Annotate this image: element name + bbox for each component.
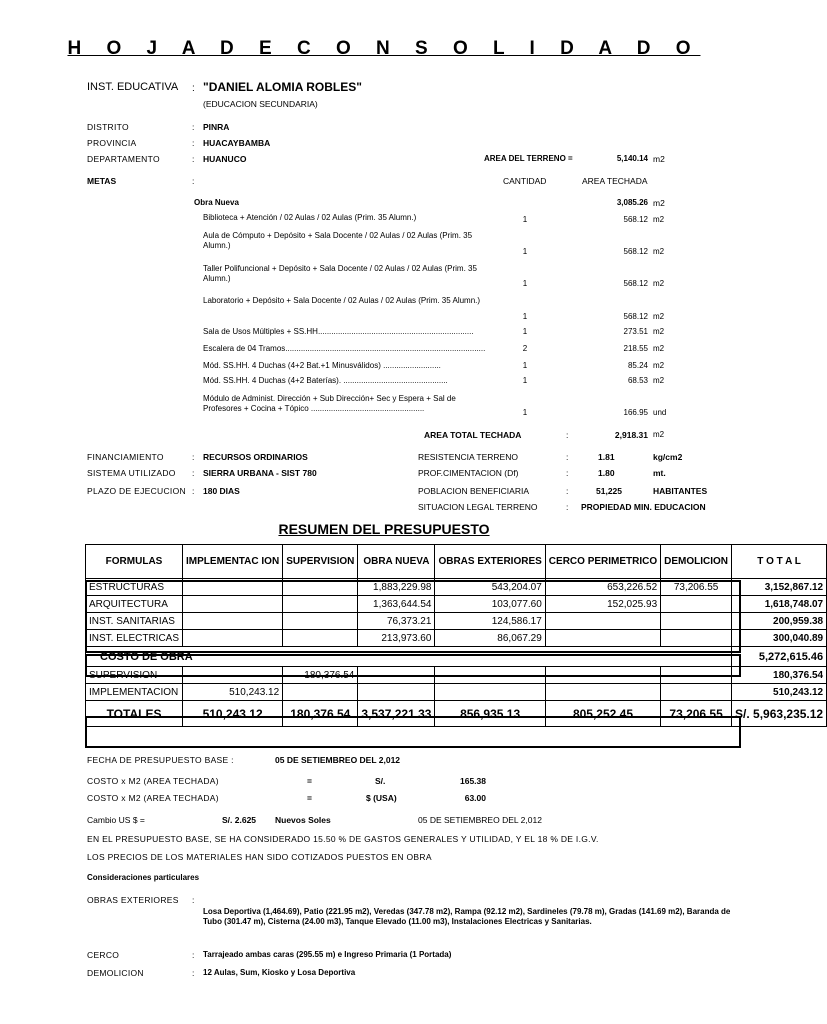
cell xyxy=(183,596,283,613)
cell xyxy=(283,613,358,630)
sep: : xyxy=(566,502,569,512)
header-supervision: SUPERVISION xyxy=(283,545,358,579)
header-formulas: FORMULAS xyxy=(86,545,183,579)
distrito-value: PINRA xyxy=(203,122,230,132)
resistencia-label: RESISTENCIA TERRENO xyxy=(418,452,518,462)
meta-item-qty: 1 xyxy=(522,279,528,288)
note-gastos: EN EL PRESUPUESTO BASE, SE HA CONSIDERADO 15.50 % DE GASTOS GENERALES Y UTILIDAD, Y EL 18 % DE I.G.V. xyxy=(87,834,599,844)
cell xyxy=(283,596,358,613)
cell xyxy=(183,667,283,684)
sep: : xyxy=(192,895,195,905)
cell xyxy=(435,667,545,684)
meta-item-unit: m2 xyxy=(653,344,665,353)
prof-cimentacion-value: 1.80 xyxy=(598,468,615,478)
meta-item-desc: Aula de Cómputo + Depósito + Sala Docente / 02 Aulas / 02 Aulas (Prim. 35 Alumn.) xyxy=(203,231,473,250)
meta-item-qty: 2 xyxy=(522,344,528,353)
sep: : xyxy=(192,950,195,960)
header-demolicion: DEMOLICION xyxy=(661,545,732,579)
poblacion-unit: HABITANTES xyxy=(653,486,708,496)
header-cerco-perimetrico: CERCO PERIMETRICO xyxy=(545,545,660,579)
meta-item-qty: 1 xyxy=(522,408,528,417)
resumen-title: RESUMEN DEL PRESUPUESTO xyxy=(278,521,490,537)
cerco-label: CERCO xyxy=(87,950,120,960)
row-label: ARQUITECTURA xyxy=(86,596,183,613)
row-total: 510,243.12 xyxy=(732,684,827,701)
area-total-sep: : xyxy=(566,430,569,440)
costo-m2-value: 63.00 xyxy=(464,793,486,803)
meta-item-unit: m2 xyxy=(653,279,665,288)
costo-m2-eq: = xyxy=(307,776,312,786)
costo-m2-currency: $ (USA) xyxy=(366,793,397,803)
meta-item-qty: 1 xyxy=(522,312,528,321)
page-title: H O J A D E C O N S O L I D A D O xyxy=(67,38,701,59)
cell xyxy=(545,667,660,684)
total-implementacion: 510,243.12 xyxy=(183,701,283,727)
meta-item-area: 85.24 xyxy=(627,361,648,370)
cambio-unit: Nuevos Soles xyxy=(275,815,331,825)
cell xyxy=(661,667,732,684)
meta-item-unit: m2 xyxy=(653,312,665,321)
header-obra-nueva: OBRA NUEVA xyxy=(358,545,435,579)
row-total: 3,152,867.12 xyxy=(732,579,827,596)
area-terreno-value: 5,140.14 xyxy=(616,154,648,163)
cell: 103,077.60 xyxy=(435,596,545,613)
table-row xyxy=(86,613,827,630)
row-total: 1,618,748.07 xyxy=(732,596,827,613)
total-demolicion: 73,206.55 xyxy=(661,701,732,727)
row-label: IMPLEMENTACION xyxy=(86,684,183,701)
costo-obra-value: 5,272,615.46 xyxy=(732,647,827,667)
meta-item-area: 568.12 xyxy=(623,247,648,256)
cell xyxy=(435,684,545,701)
obra-nueva-unit: m2 xyxy=(653,198,665,208)
cerco-value: Tarrajeado ambas caras (295.55 m) e Ingreso Primaria (1 Portada) xyxy=(203,950,452,959)
costo-obra-row xyxy=(86,647,827,667)
cell: 510,243.12 xyxy=(183,684,283,701)
plazo-value: 180 DIAS xyxy=(203,486,240,496)
meta-item-desc: Mód. SS.HH. 4 Duchas (4+2 Baterías). ............................................... xyxy=(203,376,448,385)
meta-item-area: 568.12 xyxy=(623,279,648,288)
cell xyxy=(283,630,358,647)
table-row xyxy=(86,579,827,596)
inst-label: INST. EDUCATIVA xyxy=(87,81,179,93)
departamento-value: HUANUCO xyxy=(203,154,247,164)
financiamiento-label: FINANCIAMIENTO xyxy=(87,452,164,462)
inst-name: "DANIEL ALOMIA ROBLES" xyxy=(203,80,362,94)
cantidad-header: CANTIDAD xyxy=(503,176,547,186)
inst-level: (EDUCACION SECUNDARIA) xyxy=(203,99,318,109)
costo-m2-usd-label: COSTO x M2 (AREA TECHADA) xyxy=(87,793,219,803)
cell xyxy=(283,579,358,596)
cell: 543,204.07 xyxy=(435,579,545,596)
meta-item-area: 166.95 xyxy=(623,408,648,417)
sep: : xyxy=(192,468,195,478)
poblacion-value: 51,225 xyxy=(596,486,622,496)
cambio-label: Cambio US $ = xyxy=(87,815,145,825)
presupuesto-table xyxy=(85,544,827,727)
situacion-legal-label: SITUACION LEGAL TERRENO xyxy=(418,502,538,512)
cell xyxy=(545,630,660,647)
total-supervision: 180,376.54 xyxy=(283,701,358,727)
cell: 76,373.21 xyxy=(358,613,435,630)
meta-item-desc: Sala de Usos Múltiples + SS.HH...................................................................... xyxy=(203,327,474,336)
meta-item-desc: Escalera de 04 Tramos.......................................................................................... xyxy=(203,344,486,353)
provincia-label: PROVINCIA xyxy=(87,138,137,148)
table-row xyxy=(86,630,827,647)
demolicion-label: DEMOLICION xyxy=(87,968,144,978)
cambio-value: S/. 2.625 xyxy=(222,815,257,825)
sep: : xyxy=(192,176,195,186)
row-total: 300,040.89 xyxy=(732,630,827,647)
cell xyxy=(283,684,358,701)
cell: 1,883,229.98 xyxy=(358,579,435,596)
cell xyxy=(545,684,660,701)
meta-item-qty: 1 xyxy=(522,327,528,336)
sep: : xyxy=(192,122,195,132)
sistema-label: SISTEMA UTILIZADO xyxy=(87,468,176,478)
meta-item-unit: und xyxy=(653,408,667,417)
meta-item-desc: Taller Polifuncional + Depósito + Sala Docente / 02 Aulas / 02 Aulas (Prim. 35 Alumn.) xyxy=(203,264,477,283)
fecha-value: 05 DE SETIEMBREO DEL 2,012 xyxy=(275,755,401,765)
total-obras-exteriores: 856,935.13 xyxy=(435,701,545,727)
demolicion-value: 12 Aulas, Sum, Kiosko y Losa Deportiva xyxy=(203,968,356,977)
costo-m2-label: COSTO x M2 (AREA TECHADA) xyxy=(87,776,219,786)
sep: : xyxy=(192,486,195,496)
cell xyxy=(661,630,732,647)
sep: : xyxy=(566,486,569,496)
cell: 73,206.55 xyxy=(661,579,732,596)
total-cerco: 805,252.45 xyxy=(545,701,660,727)
provincia-value: HUACAYBAMBA xyxy=(203,138,271,148)
meta-item-unit: m2 xyxy=(653,215,665,224)
meta-item-desc: Mód. SS.HH. 4 Duchas (4+2 Bat.+1 Minusválidos) .......................... xyxy=(203,361,441,370)
cell: 86,067.29 xyxy=(435,630,545,647)
table-row xyxy=(86,667,827,684)
sistema-value: SIERRA URBANA - SIST 780 xyxy=(203,468,317,478)
cell xyxy=(358,667,435,684)
area-terreno-label: AREA DEL TERRENO = xyxy=(484,154,573,163)
sep: : xyxy=(192,452,195,462)
cell xyxy=(661,613,732,630)
poblacion-label: POBLACION BENEFICIARIA xyxy=(418,486,529,496)
row-label: SUPERVISION xyxy=(86,667,183,684)
sep: : xyxy=(566,468,569,478)
cell xyxy=(183,630,283,647)
fecha-label: FECHA DE PRESUPUESTO BASE : xyxy=(87,755,234,765)
obra-nueva-label: Obra Nueva xyxy=(194,198,239,207)
costo-m2-currency: S/. xyxy=(375,776,386,786)
area-total-value: 2,918.31 xyxy=(614,430,648,440)
consideraciones-title: Consideraciones particulares xyxy=(87,873,200,882)
totales-label: TOTALES xyxy=(86,701,183,727)
prof-cimentacion-label: PROF.CIMENTACION (Df) xyxy=(418,468,519,478)
meta-item-qty: 1 xyxy=(522,215,528,224)
meta-item-desc: Biblioteca + Atención / 02 Aulas / 02 Aulas (Prim. 35 Alumn.) xyxy=(203,213,417,222)
header-obras-exteriores: OBRAS EXTERIORES xyxy=(435,545,545,579)
plazo-label: PLAZO DE EJECUCION xyxy=(87,486,186,496)
meta-item-area: 273.51 xyxy=(623,327,648,336)
area-total-unit: m2 xyxy=(653,430,665,439)
cell xyxy=(545,613,660,630)
distrito-label: DISTRITO xyxy=(87,122,129,132)
meta-item-unit: m2 xyxy=(653,247,665,256)
meta-item-unit: m2 xyxy=(653,376,665,385)
prof-cimentacion-unit: mt. xyxy=(653,468,666,478)
meta-item-unit: m2 xyxy=(653,361,665,370)
meta-item-qty: 1 xyxy=(522,247,528,256)
cell: 1,363,644.54 xyxy=(358,596,435,613)
meta-item-qty: 1 xyxy=(522,376,528,385)
obras-exteriores-label: OBRAS EXTERIORES xyxy=(87,895,179,905)
cell: 180,376.54 xyxy=(283,667,358,684)
total-obra-nueva: 3,537,221.33 xyxy=(358,701,435,727)
meta-item-area: 568.12 xyxy=(623,215,648,224)
row-label: ESTRUCTURAS xyxy=(86,579,183,596)
metas-label: METAS xyxy=(87,176,117,186)
meta-item-area: 218.55 xyxy=(623,344,648,353)
cell xyxy=(661,596,732,613)
table-row xyxy=(86,684,827,701)
table-row xyxy=(86,596,827,613)
area-techada-header: AREA TECHADA xyxy=(582,176,648,186)
header-implementacion: IMPLEMENTAC ION xyxy=(183,545,283,579)
sep: : xyxy=(192,968,195,978)
obras-exteriores-value: Losa Deportiva (1,464.69), Patio (221.95 m2), Veredas (347.78 m2), Rampa (92.12 m2), Sardineles (79.78 m), Gradas (141.69 m2), Baranda de Tubo (301.47 m), Cisterna (24.00 m3), Tanque Elevado (11.00 m3), Instalaciones Electricas y Sanitarias. xyxy=(203,907,731,926)
cell xyxy=(183,613,283,630)
obra-nueva-area: 3,085.26 xyxy=(616,198,648,207)
area-total-label: AREA TOTAL TECHADA xyxy=(424,430,522,440)
row-label: INST. ELECTRICAS xyxy=(86,630,183,647)
header-total: T O T A L xyxy=(732,545,827,579)
meta-item-unit: m2 xyxy=(653,327,665,336)
costo-m2-eq: = xyxy=(307,793,312,803)
cell: 213,973.60 xyxy=(358,630,435,647)
row-total: 180,376.54 xyxy=(732,667,827,684)
departamento-label: DEPARTAMENTO xyxy=(87,154,160,164)
row-label: INST. SANITARIAS xyxy=(86,613,183,630)
inst-sep: : xyxy=(192,83,195,94)
cambio-date: 05 DE SETIEMBREO DEL 2,012 xyxy=(418,815,542,825)
meta-item-qty: 1 xyxy=(522,361,528,370)
meta-item-desc: Módulo de Administ. Dirección + Sub Dirección+ Sec y Espera + Sal de Profesores + Cocina + Tópico ................................................... xyxy=(203,394,456,413)
costo-m2-value: 165.38 xyxy=(460,776,486,786)
sep: : xyxy=(566,452,569,462)
cell: 653,226.52 xyxy=(545,579,660,596)
cell: 152,025.93 xyxy=(545,596,660,613)
resistencia-unit: kg/cm2 xyxy=(653,452,683,462)
grand-total: S/. 5,963,235.12 xyxy=(732,701,827,727)
situacion-legal-value: PROPIEDAD MIN. EDUCACION xyxy=(581,502,706,512)
table-header-row xyxy=(86,545,827,579)
sep: : xyxy=(192,154,195,164)
costo-obra-label: COSTO DE OBRA xyxy=(86,647,732,667)
resistencia-value: 1.81 xyxy=(598,452,615,462)
cell xyxy=(661,684,732,701)
cell xyxy=(183,579,283,596)
cell: 124,586.17 xyxy=(435,613,545,630)
sep: : xyxy=(192,138,195,148)
row-total: 200,959.38 xyxy=(732,613,827,630)
meta-item-desc: Laboratorio + Depósito + Sala Docente / 02 Aulas / 02 Aulas (Prim. 35 Alumn.) xyxy=(203,296,481,305)
meta-item-area: 568.12 xyxy=(623,312,648,321)
meta-item-area: 68.53 xyxy=(627,376,648,385)
note-precios: LOS PRECIOS DE LOS MATERIALES HAN SIDO COTIZADOS PUESTOS EN OBRA xyxy=(87,852,432,862)
totales-row xyxy=(86,701,827,727)
cell xyxy=(358,684,435,701)
financiamiento-value: RECURSOS ORDINARIOS xyxy=(203,452,308,462)
area-terreno-unit: m2 xyxy=(653,154,665,164)
